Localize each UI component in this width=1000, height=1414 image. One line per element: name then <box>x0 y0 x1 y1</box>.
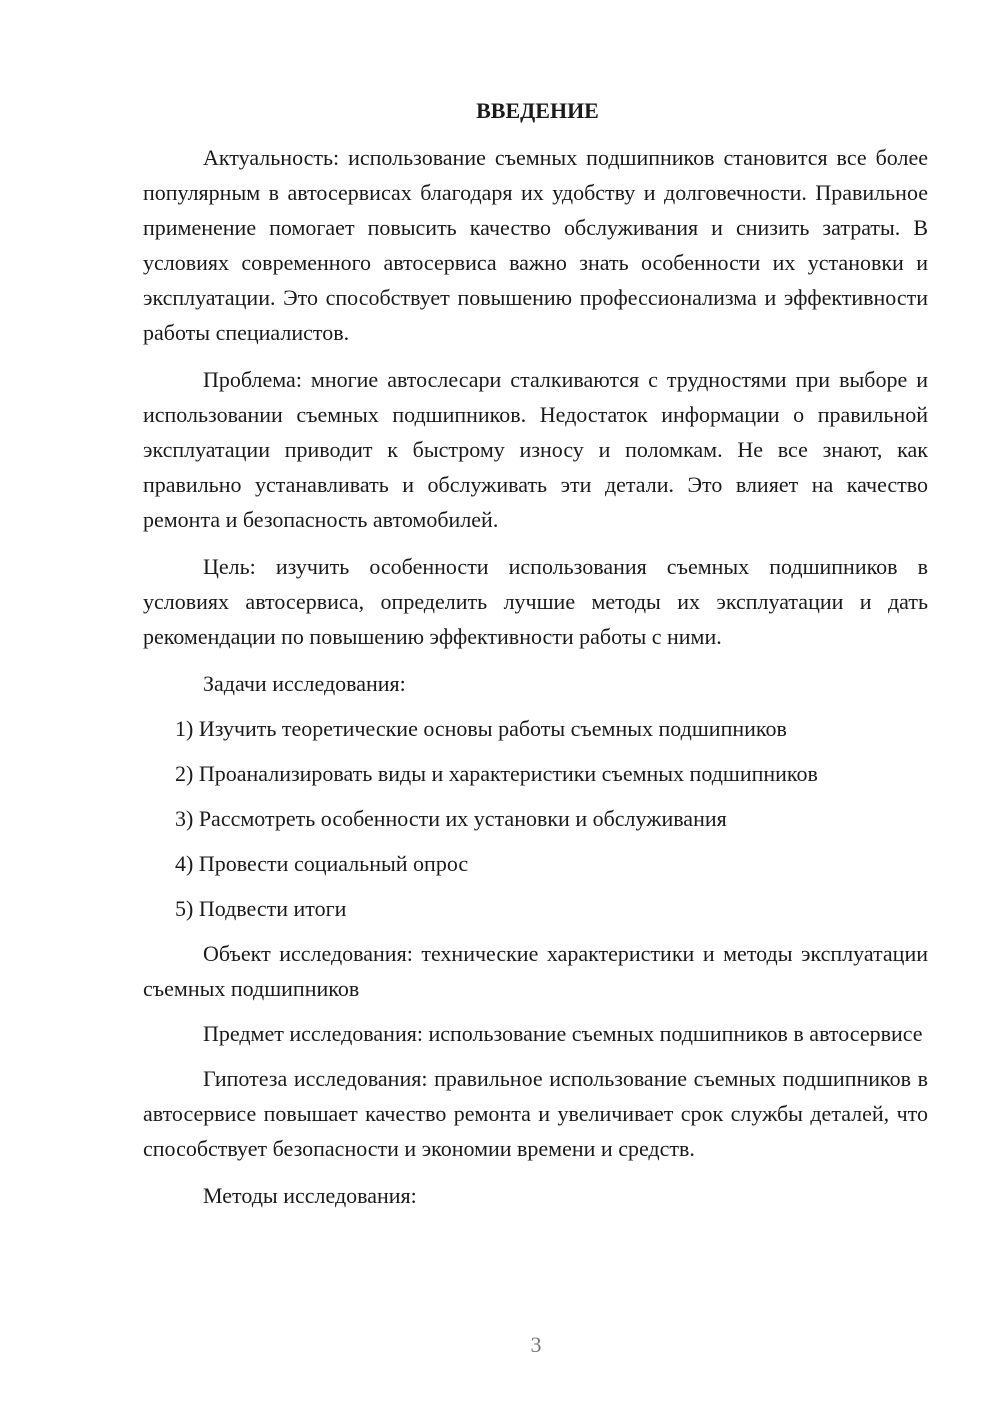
task-item: 4) Провести социальный опрос <box>175 851 469 876</box>
tasks-list <box>143 711 928 926</box>
object-paragraph: Объект исследования: технические характеристики и методы эксплуатации съемных подшипников <box>143 941 928 1001</box>
methods-heading: Методы исследования: <box>203 1183 417 1208</box>
subject-paragraph: Предмет исследования: использование съемных подшипников в автосервисе <box>203 1021 923 1046</box>
task-item: 2) Проанализировать виды и характеристики съемных подшипников <box>175 761 818 786</box>
task-item: 3) Рассмотреть особенности их установки и обслуживания <box>175 806 727 831</box>
hypothesis-paragraph: Гипотеза исследования: правильное использование съемных подшипников в автосервисе повышает качество ремонта и увеличивает срок службы деталей, что способствует безопасности и экономии времени и средств. <box>143 1066 928 1161</box>
document-page <box>143 96 928 1223</box>
page-number: 3 <box>530 1332 542 1357</box>
task-item: 5) Подвести итоги <box>175 896 347 921</box>
task-item: 1) Изучить теоретические основы работы съемных подшипников <box>175 716 787 741</box>
problem-paragraph: Проблема: многие автослесари сталкиваются с трудностями при выборе и использовании съемных подшипников. Недостаток информации о правильной эксплуатации приводит к быстрому износу и поломкам. Не все знают, как правильно устанавливать и обслуживать эти детали. Это влияет на качество ремонта и безопасность автомобилей. <box>143 367 928 532</box>
goal-paragraph: Цель: изучить особенности использования съемных подшипников в условиях автосервиса, определить лучшие методы их эксплуатации и дать рекомендации по повышению эффективности работы с ними. <box>143 554 928 649</box>
page-title: ВВЕДЕНИЕ <box>476 98 599 123</box>
relevance-paragraph: Актуальность: использование съемных подшипников становится все более популярным в автосервисах благодаря их удобству и долговечности. Правильное применение помогает повысить качество обслуживания и снизить затраты. В условиях современного автосервиса важно знать особенности их установки и эксплуатации. Это способствует повышению профессионализма и эффективности работы специалистов. <box>143 145 928 345</box>
tasks-heading: Задачи исследования: <box>203 671 406 696</box>
